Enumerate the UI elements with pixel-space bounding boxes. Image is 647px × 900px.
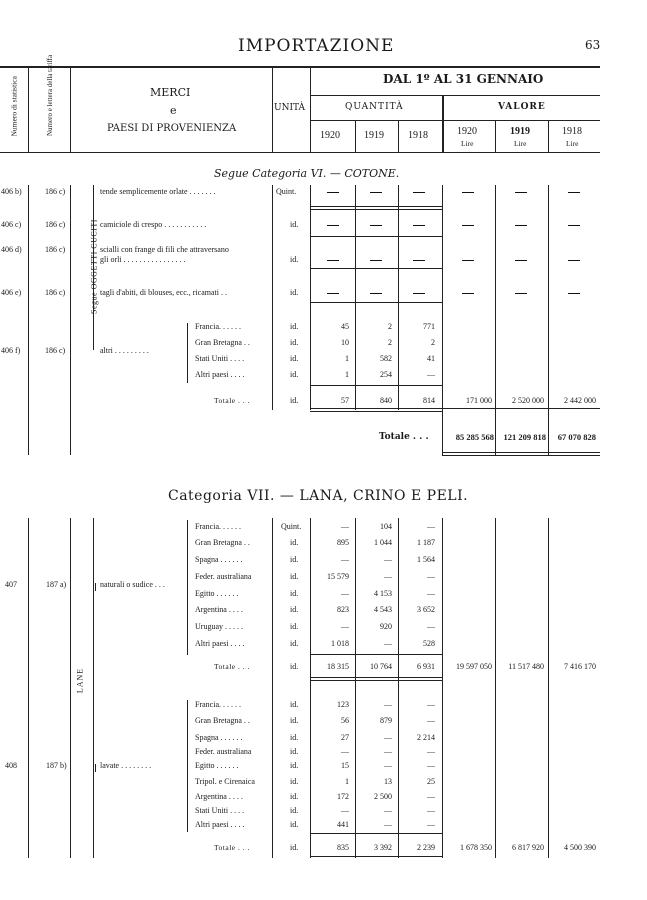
qty-1918: — [427,522,435,531]
qty-1920: 123 [337,700,349,709]
country-name: Spagna . . . . . . [195,733,243,742]
row-unit: id. [290,605,299,614]
period-header: DAL 1º AL 31 GENNAIO [383,72,544,86]
qty-1919: — [384,747,392,756]
qty-1920: 57 [341,396,349,405]
year-1919-q: 1919 [364,130,384,141]
tariff-num: 186 c) [45,288,66,297]
year-1920-q: 1920 [320,130,340,141]
row-unit: id. [290,843,299,852]
qty-1920: 56 [341,716,349,725]
row-unit: id. [290,354,299,363]
qty-1920: 1 [345,777,349,786]
merci-header: MERCI [150,86,191,99]
qty-1920: 27 [341,733,349,742]
qty-1918: — [427,622,435,631]
qty-1919: 879 [380,716,392,725]
country-name: Stati Uniti . . . . [195,806,245,815]
row-unit: id. [290,639,299,648]
col-tariff-header: Numero e lettera della tariffa [46,54,54,136]
row-unit: id. [290,572,299,581]
qty-1918: — [427,792,435,801]
row-unit: id. [290,538,299,547]
stat-num: 406 c) [1,220,22,229]
country-name: Gran Bretagna . . [195,716,250,725]
row-unit: id. [290,792,299,801]
tariff-num: 187 b) [46,761,67,770]
qty-1919: 2 [388,322,392,331]
qty-1918: 25 [427,777,435,786]
row-unit: id. [290,322,299,331]
qty-1919: — [384,555,392,564]
stat-num: 406 f) [1,346,21,355]
row-desc: lavate . . . . . . . . [100,761,152,770]
year-1918-v: 1918 [562,126,582,137]
grand-val-1920: 85 285 568 [455,432,494,442]
qty-1920: — [341,522,349,531]
country-name: Spagna . . . . . . [195,555,243,564]
valore-header: VALORE [498,102,546,112]
qty-1920: 1 018 [331,639,349,648]
row-desc: scialli con frange di fili che attraversano [100,245,229,254]
qty-1920: 10 [341,338,349,347]
grand-total-label: Totale . . . [379,432,429,442]
totale-label: Totale . . . [214,396,250,405]
row-desc: tagli d'abiti, di blouses, ecc., ricamati . . [100,288,227,297]
row-unit: id. [290,555,299,564]
val-1919: 6 817 920 [512,843,544,852]
row-unit: id. [290,747,299,756]
qty-1920: 18 315 [327,662,349,671]
row-unit: id. [290,700,299,709]
row-unit: id. [290,255,299,264]
stat-num: 406 b) [1,187,22,196]
country-name: Altri paesi . . . . [195,370,245,379]
qty-1920: — [341,555,349,564]
qty-1919: — [384,572,392,581]
qty-1920: 172 [337,792,349,801]
qty-1920: 835 [337,843,349,852]
row-unit: id. [290,716,299,725]
val-1919: 2 520 000 [512,396,544,405]
qty-1918: 6 931 [417,662,435,671]
val-1920: 1 678 350 [460,843,492,852]
row-unit: id. [290,396,299,405]
lane-label: LANE [75,667,85,694]
qty-1920: — [341,589,349,598]
section-6-title: Segue Categoria VI. — COTONE. [214,167,400,180]
qty-1919: — [384,820,392,829]
country-name: Francia. . . . . . [195,322,241,331]
stat-num: 406 d) [1,245,22,254]
totale-label: Totale . . . [214,662,250,671]
oggetti-cuciti-label: Segue OGGETTI CUCITI [89,219,99,314]
val-1918: 4 500 390 [564,843,596,852]
row-unit: id. [290,806,299,815]
qty-1919: 4 153 [374,589,392,598]
qty-1918: — [427,589,435,598]
qty-1919: — [384,806,392,815]
qty-1918: 814 [423,396,435,405]
row-unit: id. [290,733,299,742]
val-1918: 7 416 170 [564,662,596,671]
row-unit: id. [290,370,299,379]
row-unit: id. [290,622,299,631]
row-desc: altri . . . . . . . . . [100,346,149,355]
qty-1918: 528 [423,639,435,648]
country-name: Feder. australiana [195,747,252,756]
country-name: Feder. australiana [195,572,252,581]
qty-1920: 45 [341,322,349,331]
country-name: Stati Uniti . . . . [195,354,245,363]
country-name: Uruguay . . . . . [195,622,243,631]
qty-1919: — [384,700,392,709]
qty-1919: — [384,733,392,742]
qty-1918: 1 187 [417,538,435,547]
year-1919-v: 1919 [510,126,530,137]
qty-1918: — [427,820,435,829]
row-unit: id. [290,589,299,598]
qty-1919: 2 [388,338,392,347]
qty-1919: 3 392 [374,843,392,852]
qty-1920: 1 [345,354,349,363]
country-name: Altri paesi . . . . [195,639,245,648]
qty-1918: — [427,716,435,725]
grand-val-1918: 67 070 828 [557,432,596,442]
tariff-num: 186 c) [45,245,66,254]
page-title: IMPORTAZIONE [238,36,395,56]
paesi-header: PAESI DI PROVENIENZA [107,123,237,134]
qty-1920: — [341,747,349,756]
qty-1919: 1 044 [374,538,392,547]
val-1920: 171 000 [466,396,492,405]
country-name: Egitto . . . . . . [195,589,239,598]
row-unit: Quint. [281,522,302,531]
section-7-title: Categoria VII. — LANA, CRINO E PELI. [168,488,469,504]
qty-1919: 254 [380,370,392,379]
country-name: Egitto . . . . . . [195,761,239,770]
row-unit: id. [290,220,299,229]
page-number: 63 [585,38,601,52]
stat-num: 406 e) [1,288,22,297]
country-name: Francia. . . . . . [195,700,241,709]
qty-1920: 1 [345,370,349,379]
qty-1920: 15 [341,761,349,770]
row-desc: tende semplicemente orlate . . . . . . . [100,187,216,196]
qty-1919: 582 [380,354,392,363]
qty-1919: — [384,639,392,648]
qty-1918: — [427,572,435,581]
qty-1919: — [384,761,392,770]
qty-1920: 895 [337,538,349,547]
qty-1918: 2 239 [417,843,435,852]
col-stat-header: Numero di statistica [9,76,19,137]
stat-num: 407 [5,580,17,589]
row-unit: id. [290,820,299,829]
qty-1918: 2 214 [417,733,435,742]
qty-1919: 4 543 [374,605,392,614]
tariff-num: 186 c) [45,220,66,229]
qty-1919: 920 [380,622,392,631]
qty-1919: 2 500 [374,792,392,801]
lire-1919: Lire [514,139,527,148]
row-desc: naturali o sudice . . . [100,580,165,589]
qty-1919: 10 764 [370,662,392,671]
qty-1920: — [341,806,349,815]
qty-1919: 840 [380,396,392,405]
country-name: Tripol. e Cirenaica [195,777,255,786]
lire-1920: Lire [461,139,474,148]
qty-1920: — [341,622,349,631]
qty-1918: — [427,747,435,756]
row-desc: camiciole di crespo . . . . . . . . . . . [100,220,207,229]
val-1920: 19 597 050 [456,662,492,671]
qty-1919: 13 [384,777,392,786]
country-name: Francia. . . . . . [195,522,241,531]
qty-1920: 823 [337,605,349,614]
quantita-header: QUANTITÀ [345,102,404,112]
qty-1919: 104 [380,522,392,531]
row-unit: id. [290,662,299,671]
qty-1918: — [427,761,435,770]
row-desc-cont: gli orli . . . . . . . . . . . . . . . . [100,255,186,264]
year-1920-v: 1920 [457,126,477,137]
qty-1918: 2 [431,338,435,347]
row-unit: id. [290,761,299,770]
val-1918: 2 442 000 [564,396,596,405]
row-unit: id. [290,777,299,786]
qty-1918: — [427,806,435,815]
qty-1918: 1 564 [417,555,435,564]
qty-1920: 15 579 [327,572,349,581]
row-unit: Quint. [276,187,297,196]
qty-1918: 41 [427,354,435,363]
e-header: e [170,104,177,117]
unita-header: UNITÀ [274,103,306,113]
country-name: Argentina . . . . [195,605,243,614]
qty-1918: 3 652 [417,605,435,614]
stat-num: 408 [5,761,17,770]
qty-1918: 771 [423,322,435,331]
tariff-num: 187 a) [46,580,67,589]
tariff-num: 186 c) [45,187,66,196]
row-unit: id. [290,288,299,297]
lire-1918: Lire [566,139,579,148]
year-1918-q: 1918 [408,130,428,141]
totale-label: Totale . . . [214,843,250,852]
qty-1918: — [427,370,435,379]
country-name: Argentina . . . . [195,792,243,801]
country-name: Altri paesi . . . . [195,820,245,829]
val-1919: 11 517 480 [508,662,544,671]
country-name: Gran Bretagna . . [195,538,250,547]
qty-1918: — [427,700,435,709]
qty-1920: 441 [337,820,349,829]
row-unit: id. [290,338,299,347]
country-name: Gran Bretagna . . [195,338,250,347]
tariff-num: 186 c) [45,346,66,355]
grand-val-1919: 121 209 818 [503,432,546,442]
